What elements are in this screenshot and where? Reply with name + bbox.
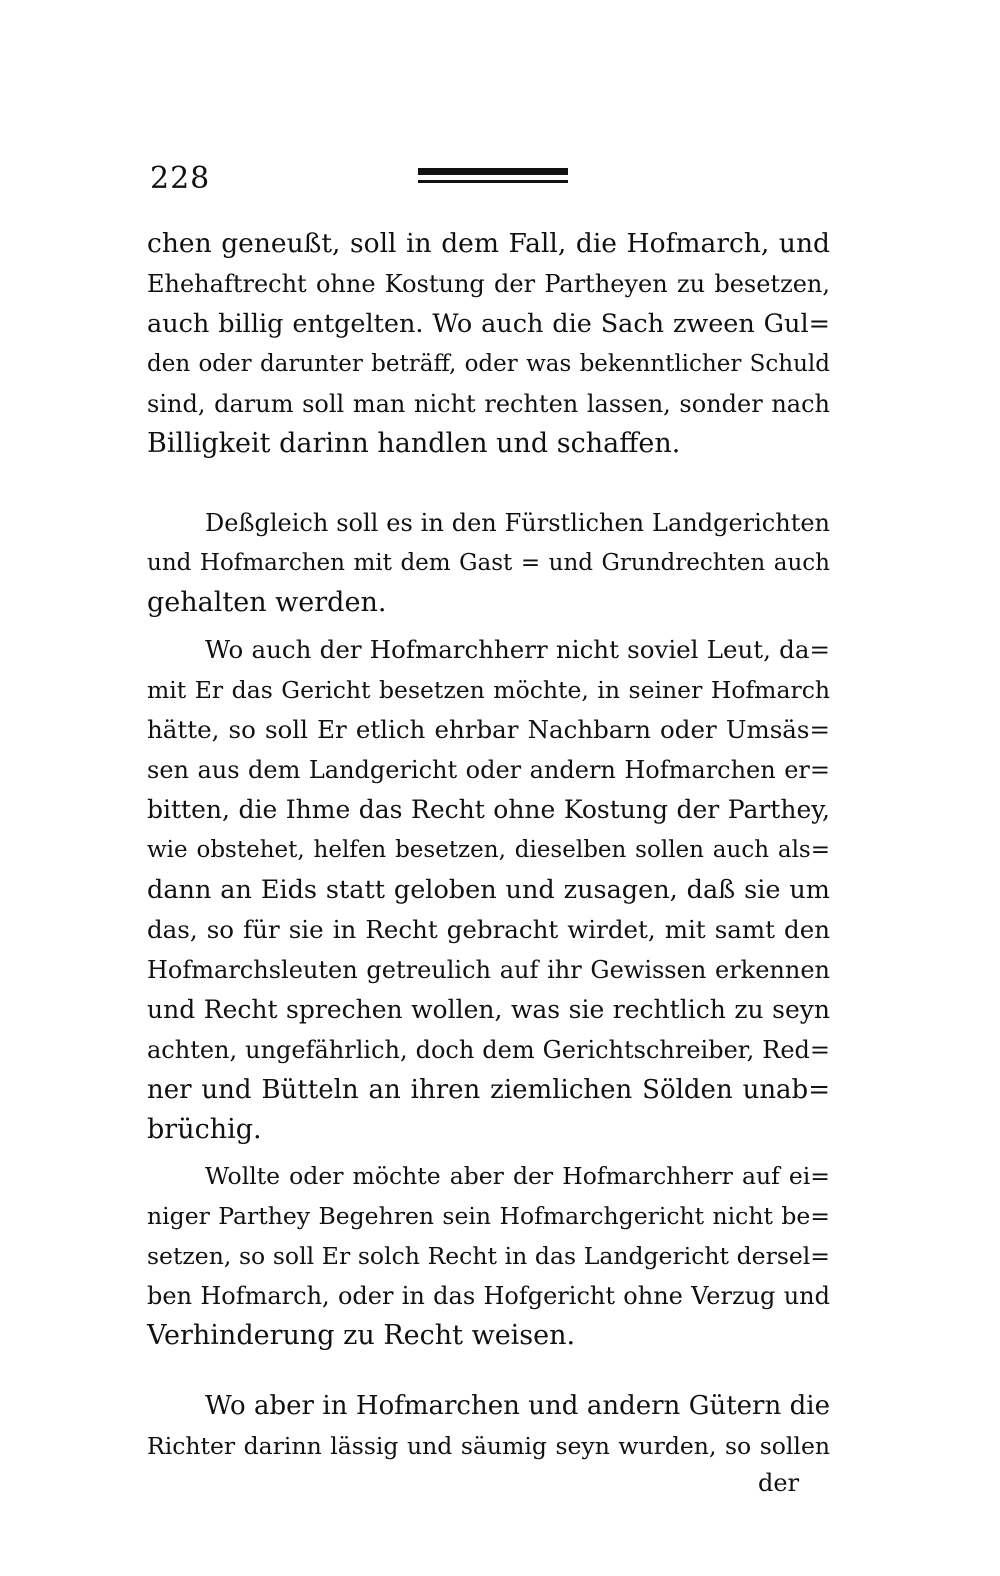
paragraph-4 bbox=[147, 1156, 830, 1356]
text-line: das, so für sie in Recht gebracht wirdet, mit samt den bbox=[147, 915, 830, 944]
text-line: und Hofmarchen mit dem Gast = und Grundrechten auch bbox=[147, 550, 830, 576]
header-rule bbox=[418, 168, 568, 183]
text-line: Richter darinn lässig und säumig seyn wurden, so sollen bbox=[147, 1432, 830, 1460]
text-line: brüchig. bbox=[147, 1114, 262, 1145]
header-rule-thick bbox=[418, 168, 568, 175]
text-line: gehalten werden. bbox=[147, 587, 387, 618]
text-line: auch billig entgelten. Wo auch die Sach zween Gul= bbox=[147, 309, 830, 339]
text-line: achten, ungefährlich, doch dem Gerichtschreiber, Red= bbox=[147, 1036, 830, 1064]
catchword: der bbox=[758, 1469, 800, 1497]
paragraph-2 bbox=[147, 503, 830, 623]
text-line: ner und Bütteln an ihren ziemlichen Sölden unab= bbox=[147, 1075, 830, 1105]
text-line: sen aus dem Landgericht oder andern Hofmarchen er= bbox=[147, 756, 830, 784]
paragraph-3 bbox=[147, 630, 830, 1150]
text-line: setzen, so soll Er solch Recht in das Landgericht dersel= bbox=[147, 1242, 830, 1270]
text-line: wie obstehet, helfen besetzen, dieselben sollen auch als= bbox=[147, 837, 830, 863]
text-line: dann an Eids statt geloben und zusagen, daß sie um bbox=[147, 875, 830, 905]
text-line: den oder darunter beträff, oder was bekenntlicher Schuld bbox=[147, 351, 830, 377]
text-line: Verhinderung zu Recht weisen. bbox=[147, 1320, 576, 1351]
text-line: Deßgleich soll es in den Fürstlichen Landgerichten bbox=[205, 509, 830, 537]
text-line: chen geneußt, soll in dem Fall, die Hofmarch, und bbox=[147, 228, 830, 259]
text-line: ben Hofmarch, oder in das Hofgericht ohne Verzug und bbox=[147, 1282, 830, 1310]
page-number: 228 bbox=[150, 161, 211, 196]
text-line: Ehehaftrecht ohne Kostung der Partheyen zu besetzen, bbox=[147, 270, 830, 298]
text-line: Wo aber in Hofmarchen und andern Gütern die bbox=[205, 1391, 830, 1421]
text-line: niger Parthey Begehren sein Hofmarchgericht nicht be= bbox=[147, 1202, 830, 1230]
paragraph-5 bbox=[147, 1386, 830, 1466]
text-line: Wollte oder möchte aber der Hofmarchherr auf ei= bbox=[205, 1162, 830, 1190]
text-line: bitten, die Ihme das Recht ohne Kostung der Parthey, bbox=[147, 795, 830, 824]
paragraph-1 bbox=[147, 224, 830, 464]
header-rule-thin bbox=[418, 180, 568, 183]
text-line: mit Er das Gericht besetzen möchte, in seiner Hofmarch bbox=[147, 676, 830, 704]
text-line: Billigkeit darinn handlen und schaffen. bbox=[147, 428, 681, 459]
text-line: Hofmarchsleuten getreulich auf ihr Gewissen erkennen bbox=[147, 956, 830, 984]
text-line: sind, darum soll man nicht rechten lassen, sonder nach bbox=[147, 390, 830, 418]
text-line: und Recht sprechen wollen, was sie rechtlich zu seyn bbox=[147, 995, 830, 1024]
text-line: hätte, so soll Er etlich ehrbar Nachbarn oder Umsäs= bbox=[147, 715, 830, 744]
text-line: Wo auch der Hofmarchherr nicht soviel Leut, da= bbox=[205, 635, 830, 664]
